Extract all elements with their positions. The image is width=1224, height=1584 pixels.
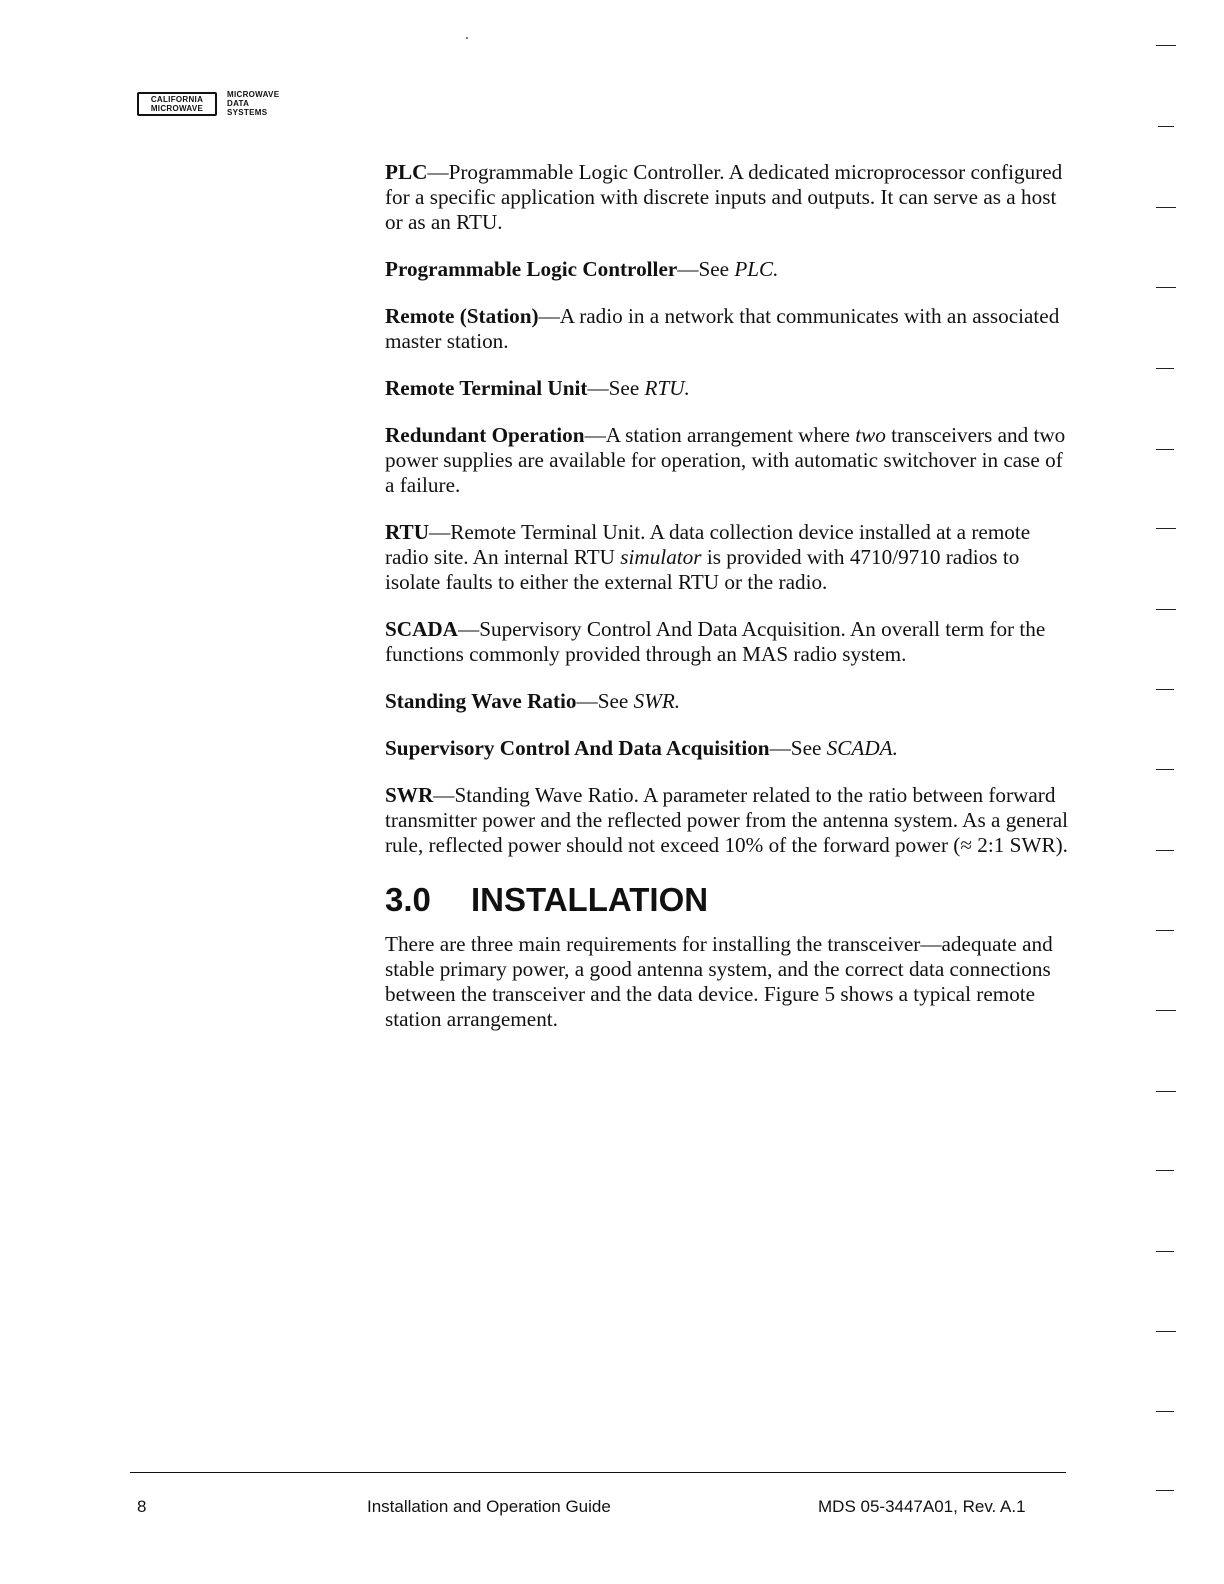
glossary-term: Redundant Operation (385, 423, 585, 447)
glossary-term: Standing Wave Ratio (385, 689, 577, 713)
page-number: 8 (137, 1497, 147, 1516)
glossary-content (385, 160, 1075, 1054)
dash: — (584, 423, 606, 447)
cross-reference: SWR. (633, 689, 681, 713)
margin-tick (1156, 1411, 1174, 1412)
glossary-entry-rtu (385, 520, 1075, 595)
margin-tick (1156, 609, 1176, 610)
glossary-entry-remote-station (385, 304, 1075, 354)
margin-tick (1156, 368, 1174, 369)
see-label: See (597, 689, 634, 713)
margin-tick (1156, 1490, 1174, 1491)
glossary-entry-standing-wave-ratio (385, 689, 1075, 714)
emphasis: two (855, 423, 886, 447)
logo-box-line: CALIFORNIA (150, 95, 204, 104)
margin-tick (1156, 769, 1174, 770)
margin-tick (1156, 850, 1174, 851)
dash: — (429, 520, 451, 544)
margin-tick (1156, 449, 1174, 450)
margin-tick (1156, 1170, 1174, 1171)
see-label: See (608, 376, 645, 400)
glossary-definition: Standing Wave Ratio. A parameter related to the ratio between forward transmitter power and the reflected power from the antenna system. As a general rule, reflected power should not exceed 10% of the forward power (≈ 2:1 SWR). (385, 783, 1069, 857)
footer-doc-id: MDS 05-3447A01, Rev. A.1 (818, 1497, 1026, 1516)
dash: — (576, 689, 598, 713)
glossary-definition: A station arrangement where (605, 423, 856, 447)
dash: — (458, 617, 480, 641)
glossary-entry-swr (385, 783, 1075, 858)
margin-tick (1156, 930, 1174, 931)
glossary-definition-cont: transceivers and two power supplies are available for operation, with automatic switchover in case of a failure. (385, 423, 1066, 497)
margin-tick (1156, 207, 1176, 208)
margin-tick (1158, 126, 1174, 127)
stray-mark (466, 37, 468, 39)
margin-tick (1156, 689, 1174, 690)
margin-tick (1156, 528, 1176, 529)
glossary-definition: Programmable Logic Controller. A dedicated microprocessor configured for a specific application with discrete inputs and outputs. It can serve as a host or as an RTU. (385, 160, 1063, 234)
section-heading (385, 882, 1075, 918)
glossary-term: Remote Terminal Unit (385, 376, 588, 400)
glossary-term: Programmable Logic Controller (385, 257, 678, 281)
glossary-definition: Remote Terminal Unit. A data collection device installed at a remote radio site. An internal RTU (385, 520, 1031, 569)
logo-wordmark (227, 90, 279, 117)
margin-tick (1156, 1091, 1176, 1092)
glossary-term: SCADA (385, 617, 458, 641)
dash: — (587, 376, 609, 400)
cross-reference: RTU. (644, 376, 690, 400)
glossary-definition-cont: is provided with 4710/9710 radios to isolate faults to either the external RTU or the radio. (385, 545, 1020, 594)
cross-reference: SCADA. (826, 736, 898, 760)
margin-tick (1156, 1251, 1174, 1252)
section-body: There are three main requirements for installing the transceiver—adequate and stable primary power, a good antenna system, and the correct data connections between the transceiver and the data device. Figure 5 shows a typical remote station arrangement. (385, 932, 1053, 1031)
dash: — (677, 257, 699, 281)
margin-tick (1156, 287, 1176, 288)
glossary-term: RTU (385, 520, 429, 544)
glossary-entry-supervisory-control (385, 736, 1075, 761)
glossary-term: Remote (Station) (385, 304, 539, 328)
dash: — (427, 160, 449, 184)
dash: — (769, 736, 791, 760)
section-title: INSTALLATION (471, 881, 709, 918)
logo-word: DATA (227, 99, 250, 108)
glossary-entry-scada (385, 617, 1075, 667)
footer-rule (130, 1472, 1066, 1473)
see-label: See (790, 736, 827, 760)
glossary-term: Supervisory Control And Data Acquisition (385, 736, 770, 760)
emphasis: simulator (620, 545, 702, 569)
glossary-term: SWR (385, 783, 434, 807)
logo-box (137, 92, 217, 116)
see-label: See (698, 257, 735, 281)
logo-box-line: MICROWAVE (150, 104, 204, 113)
logo-word: MICROWAVE (227, 90, 280, 99)
margin-tick (1156, 1331, 1176, 1332)
logo-word: SYSTEMS (227, 108, 268, 117)
glossary-entry-programmable-logic-controller (385, 257, 1075, 282)
glossary-term: PLC (385, 160, 428, 184)
glossary-definition: A radio in a network that communicates with an associated master station. (385, 304, 1060, 353)
glossary-definition: Supervisory Control And Data Acquisition. An overall term for the functions commonly provided through an MAS radio system. (385, 617, 1046, 666)
dash: — (433, 783, 455, 807)
section-number: 3.0 (385, 881, 431, 918)
dash: — (538, 304, 560, 328)
margin-tick (1156, 45, 1176, 46)
cross-reference: PLC. (734, 257, 779, 281)
glossary-entry-redundant-operation (385, 423, 1075, 498)
glossary-entry-plc (385, 160, 1075, 235)
margin-tick (1156, 1010, 1176, 1011)
company-logo (137, 92, 337, 124)
footer-title: Installation and Operation Guide (367, 1497, 611, 1516)
glossary-entry-remote-terminal-unit (385, 376, 1075, 401)
